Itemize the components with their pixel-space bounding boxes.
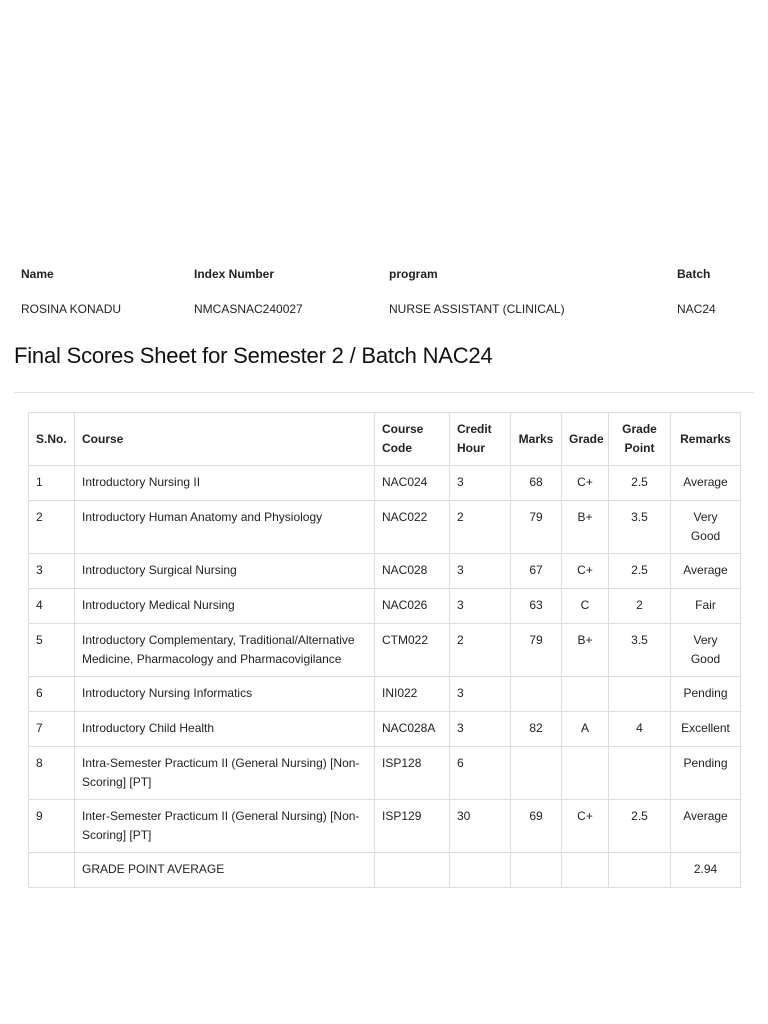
cell-course: Introductory Surgical Nursing (75, 554, 375, 589)
cell-grade-point: 2.5 (609, 466, 671, 501)
cell-marks: 79 (511, 501, 562, 554)
cell-code: NAC028A (375, 712, 450, 747)
cell-course: Introductory Child Health (75, 712, 375, 747)
student-info-headers (14, 262, 754, 286)
student-batch: NAC24 (677, 302, 716, 316)
program-header: program (389, 267, 438, 281)
cell-remarks: Average (671, 800, 741, 853)
cell-grade: B+ (562, 624, 609, 677)
table-row (29, 589, 741, 624)
col-header-credit: Credit Hour (450, 413, 511, 466)
cell-code: INI022 (375, 677, 450, 712)
cell-remarks: Very Good (671, 624, 741, 677)
student-index-number: NMCASNAC240027 (194, 302, 303, 316)
cell-credit: 30 (450, 800, 511, 853)
cell-grade-point (609, 677, 671, 712)
student-program: NURSE ASSISTANT (CLINICAL) (389, 302, 565, 316)
cell-code: CTM022 (375, 624, 450, 677)
cell-remarks: Average (671, 466, 741, 501)
cell-grade-point (609, 747, 671, 800)
col-header-sno: S.No. (29, 413, 75, 466)
cell-course: Intra-Semester Practicum II (General Nursing) [Non-Scoring] [PT] (75, 747, 375, 800)
cell-course: Introductory Nursing II (75, 466, 375, 501)
table-row (29, 677, 741, 712)
cell-remarks: Pending (671, 677, 741, 712)
gpa-empty-cell (450, 853, 511, 888)
table-row (29, 712, 741, 747)
table-row (29, 747, 741, 800)
cell-code: NAC022 (375, 501, 450, 554)
cell-marks: 79 (511, 624, 562, 677)
cell-remarks: Very Good (671, 501, 741, 554)
cell-sno: 9 (29, 800, 75, 853)
cell-grade-point: 2.5 (609, 800, 671, 853)
col-header-grade: Grade (562, 413, 609, 466)
cell-credit: 3 (450, 466, 511, 501)
cell-remarks: Fair (671, 589, 741, 624)
cell-marks: 69 (511, 800, 562, 853)
cell-grade-point: 3.5 (609, 624, 671, 677)
col-header-marks: Marks (511, 413, 562, 466)
gpa-empty-cell (511, 853, 562, 888)
cell-remarks: Pending (671, 747, 741, 800)
cell-code: NAC024 (375, 466, 450, 501)
batch-header: Batch (677, 267, 711, 281)
table-row (29, 501, 741, 554)
cell-course: Introductory Medical Nursing (75, 589, 375, 624)
cell-sno: 2 (29, 501, 75, 554)
cell-credit: 3 (450, 554, 511, 589)
student-info (14, 262, 754, 321)
cell-grade: C (562, 589, 609, 624)
cell-credit: 6 (450, 747, 511, 800)
cell-grade: B+ (562, 501, 609, 554)
cell-course: Introductory Human Anatomy and Physiology (75, 501, 375, 554)
title-divider (14, 392, 754, 393)
cell-grade (562, 747, 609, 800)
cell-grade-point: 3.5 (609, 501, 671, 554)
cell-code: ISP129 (375, 800, 450, 853)
index-number-header: Index Number (194, 267, 275, 281)
table-row (29, 800, 741, 853)
cell-sno: 1 (29, 466, 75, 501)
cell-marks (511, 747, 562, 800)
cell-grade-point: 2 (609, 589, 671, 624)
cell-sno: 4 (29, 589, 75, 624)
col-header-code: Course Code (375, 413, 450, 466)
cell-credit: 2 (450, 501, 511, 554)
cell-marks: 67 (511, 554, 562, 589)
gpa-value: 2.94 (671, 853, 741, 888)
cell-sno: 8 (29, 747, 75, 800)
cell-grade: A (562, 712, 609, 747)
cell-marks: 82 (511, 712, 562, 747)
gpa-row (29, 853, 741, 888)
cell-course: Introductory Complementary, Traditional/Alternative Medicine, Pharmacology and Pharmacovigilance (75, 624, 375, 677)
cell-code: NAC026 (375, 589, 450, 624)
table-row (29, 466, 741, 501)
cell-sno: 6 (29, 677, 75, 712)
cell-grade: C+ (562, 800, 609, 853)
cell-marks (511, 677, 562, 712)
student-name: ROSINA KONADU (21, 302, 122, 316)
cell-grade-point: 4 (609, 712, 671, 747)
name-header: Name (21, 267, 54, 281)
cell-remarks: Excellent (671, 712, 741, 747)
gpa-empty-cell (29, 853, 75, 888)
table-row (29, 624, 741, 677)
gpa-empty-cell (609, 853, 671, 888)
cell-code: NAC028 (375, 554, 450, 589)
cell-marks: 63 (511, 589, 562, 624)
page-title: Final Scores Sheet for Semester 2 / Batch NAC24 (14, 343, 493, 368)
cell-course: Introductory Nursing Informatics (75, 677, 375, 712)
gpa-label: GRADE POINT AVERAGE (75, 853, 375, 888)
cell-marks: 68 (511, 466, 562, 501)
student-info-values (14, 297, 754, 321)
cell-remarks: Average (671, 554, 741, 589)
cell-credit: 3 (450, 589, 511, 624)
col-header-remarks: Remarks (671, 413, 741, 466)
table-row (29, 554, 741, 589)
cell-sno: 7 (29, 712, 75, 747)
cell-code: ISP128 (375, 747, 450, 800)
cell-grade (562, 677, 609, 712)
cell-credit: 3 (450, 677, 511, 712)
cell-sno: 3 (29, 554, 75, 589)
cell-course: Inter-Semester Practicum II (General Nursing) [Non-Scoring] [PT] (75, 800, 375, 853)
table-header-row (29, 413, 741, 466)
cell-grade: C+ (562, 554, 609, 589)
gpa-empty-cell (562, 853, 609, 888)
cell-grade-point: 2.5 (609, 554, 671, 589)
scores-table (28, 412, 741, 888)
cell-sno: 5 (29, 624, 75, 677)
cell-grade: C+ (562, 466, 609, 501)
gpa-empty-cell (375, 853, 450, 888)
col-header-course: Course (75, 413, 375, 466)
cell-credit: 3 (450, 712, 511, 747)
cell-credit: 2 (450, 624, 511, 677)
col-header-grade-point: Grade Point (609, 413, 671, 466)
